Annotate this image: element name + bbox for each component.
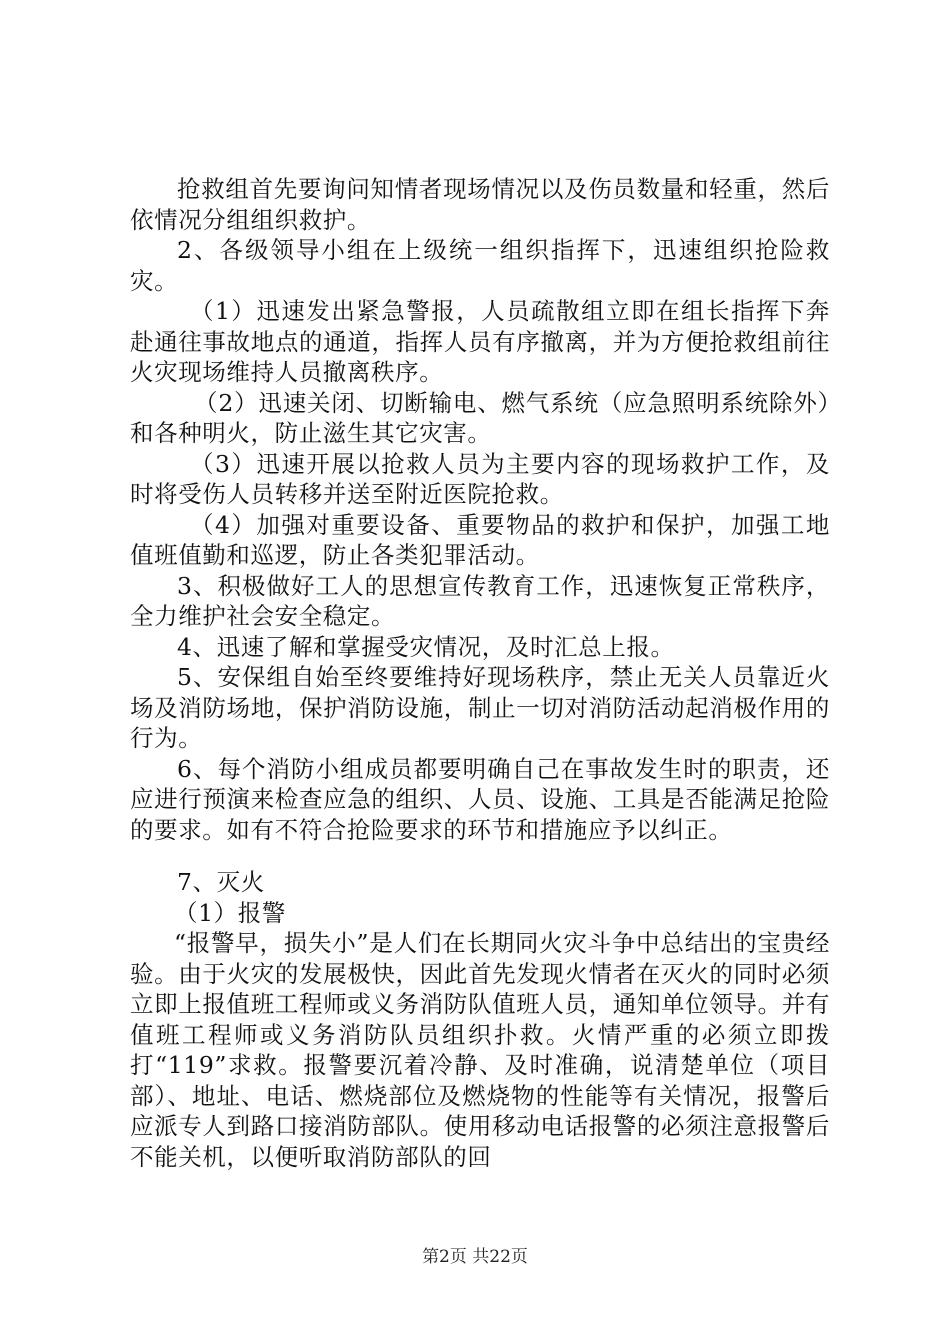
paragraph-item-2-1: （1）迅速发出紧急警报，人员疏散组立即在组长指挥下奔赴通往事故地点的通道，指挥人员有序撤离，并为方便抢救组前往火灾现场维持人员撤离秩序。 [130,297,830,386]
paragraph-item-5: 5、安保组自始至终要维持好现场秩序，禁止无关人员靠近火场及消防场地，保护消防设施，制止一切对消防活动起消极作用的行为。 [130,663,830,752]
paragraph-item-4: 4、迅速了解和掌握受灾情况，及时汇总上报。 [177,632,675,661]
page-number-footer: 第2页 共22页 [422,1247,528,1267]
paragraph-item-2-2: （2）迅速关闭、切断输电、燃气系统（应急照明系统除外）和各种明火，防止滋生其它灾害。 [130,388,830,447]
paragraph-item-2-4: （4）加强对重要设备、重要物品的救护和保护，加强工地值班值勤和巡逻，防止各类犯罪活动。 [130,510,830,569]
paragraph-item-2-3: （3）迅速开展以抢救人员为主要内容的现场救护工作，及时将受伤人员转移并送至附近医院抢救。 [130,449,830,508]
paragraph-item-2: 2、各级领导小组在上级统一组织指挥下，迅速组织抢险救灾。 [130,236,830,295]
paragraph-item-3: 3、积极做好工人的思想宣传教育工作，迅速恢复正常秩序，全力维护社会安全稳定。 [130,571,830,630]
document-body [130,174,830,1172]
section-heading-fire-fighting: 7、灭火 [177,868,265,896]
paragraph-alarm-details: “报警早，损失小”是人们在长期同火灾斗争中总结出的宝贵经验。由于火灾的发展极快，因此首先发现火情者在灭火的同时必须立即上报值班工程师或义务消防队值班人员，通知单位领导。并有值班工程师或义务消防队员组织扑救。火情严重的必须立即拨打“119”求救。报警要沉着冷静、及时准确，说清楚单位（项目部）、地址、电话、燃烧部位及燃烧物的性能等有关情况，报警后应派专人到路口接消防部队。使用移动电话报警的必须注意报警后不能关机，以便听取消防部队的回 [130,929,830,1171]
paragraph-rescue-team: 抢救组首先要询问知情者现场情况以及伤员数量和轻重，然后依情况分组组织救护。 [130,175,830,234]
subsection-heading-alarm: （1）报警 [174,898,286,927]
paragraph-item-6: 6、每个消防小组成员都要明确自己在事故发生时的职责，还应进行预演来检查应急的组织、人员、设施、工具是否能满足抢险的要求。如有不符合抢险要求的环节和措施应予以纠正。 [130,754,830,844]
